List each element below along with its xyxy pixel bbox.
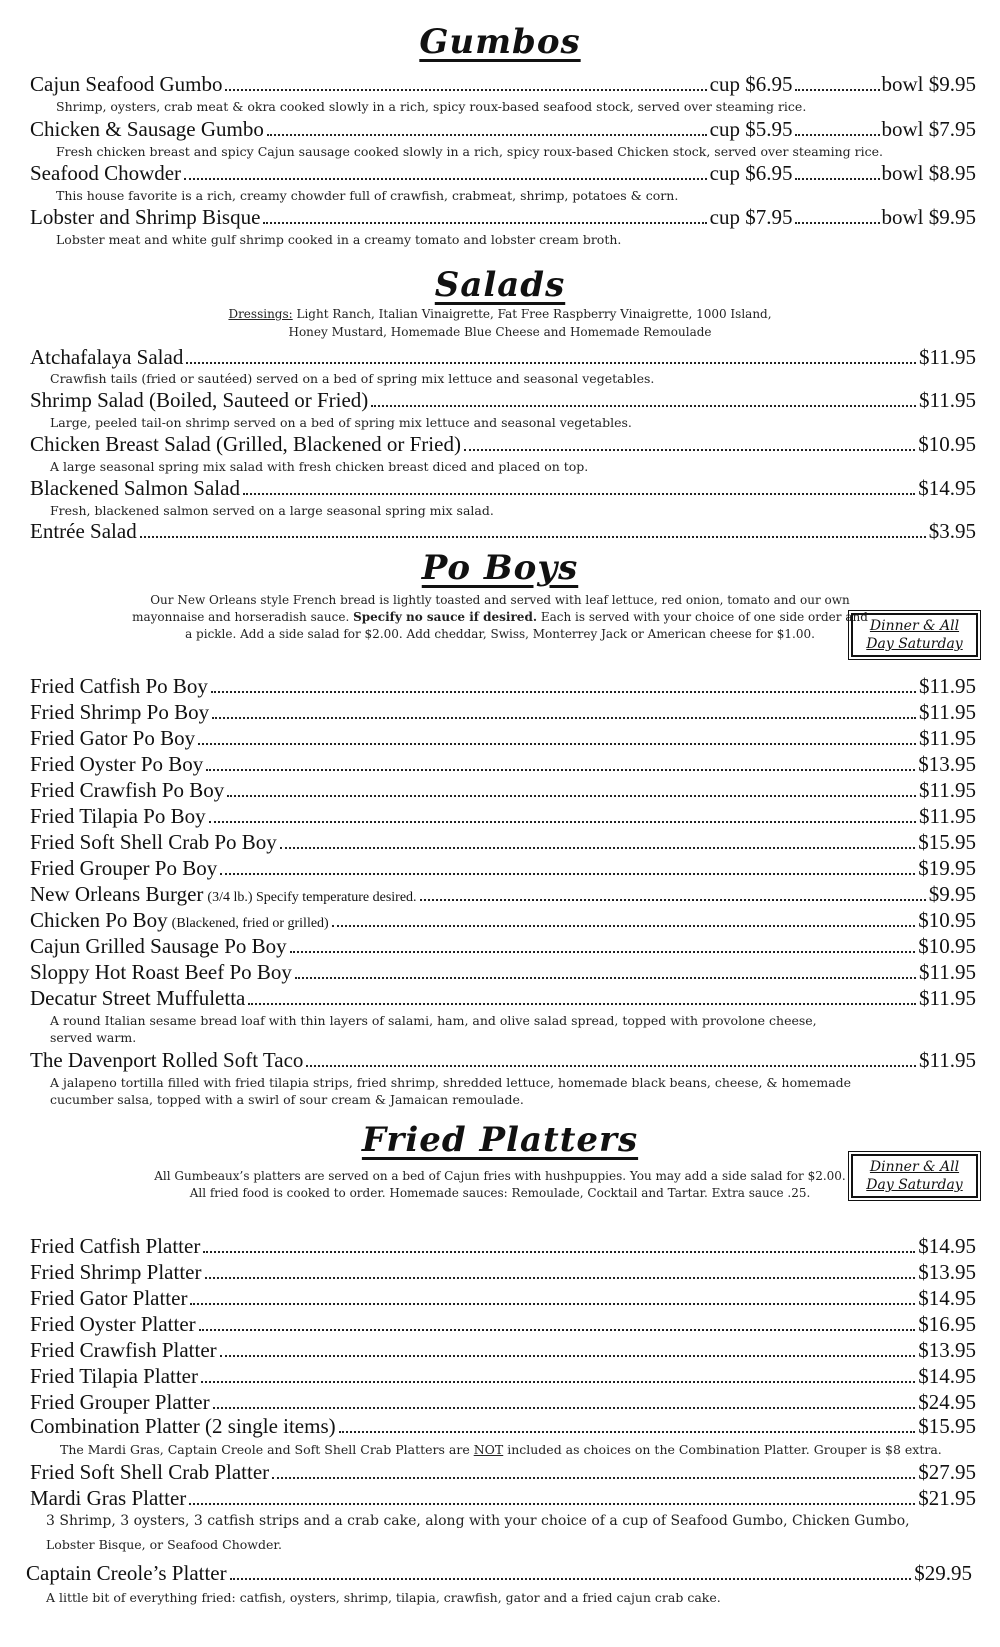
menu-item-combination-platter: [30, 1414, 976, 1438]
dot-leader: [795, 88, 880, 91]
item-description: Lobster meat and white gulf shrimp cooked in a creamy tomato and lobster cream broth.: [56, 232, 622, 247]
item-price: $29.95: [914, 1561, 972, 1585]
menu-item-fried-oyster-platter: [30, 1312, 976, 1336]
menu-item-chicken-breast-salad: [30, 432, 976, 456]
item-price: $21.95: [918, 1486, 976, 1510]
item-price: $11.95: [919, 700, 976, 724]
dot-leader: [795, 221, 880, 224]
item-price: $10.95: [918, 432, 976, 456]
dot-leader: [267, 133, 707, 136]
dot-leader: [203, 1250, 915, 1253]
dot-leader: [199, 1328, 916, 1331]
dot-leader: [263, 221, 706, 224]
item-description: served warm.: [50, 1030, 137, 1045]
item-description: Fresh, blackened salmon served on a large seasonal spring mix salad.: [50, 503, 494, 518]
dot-leader: [220, 1354, 916, 1357]
item-price: $13.95: [918, 1338, 976, 1362]
dot-leader: [227, 794, 916, 797]
item-price: $11.95: [919, 804, 976, 828]
gumbos-heading: Gumbos: [419, 22, 581, 62]
item-price: $14.95: [918, 1364, 976, 1388]
dressings-text: Light Ranch, Italian Vinaigrette, Fat Free Raspberry Vinaigrette, 1000 Island,: [292, 307, 772, 321]
menu-item-new-orleans-burger: [30, 882, 976, 910]
item-name: Atchafalaya Salad: [30, 345, 184, 369]
item-name: Fried Catfish Platter: [30, 1234, 201, 1258]
item-price: $10.95: [918, 908, 976, 932]
menu-item-fried-shrimp-po-boy: [30, 700, 976, 724]
item-description: A jalapeno tortilla filled with fried tilapia strips, fried shrimp, shredded lettuce, homemade black beans, cheese, & homemade: [50, 1075, 852, 1090]
dot-leader: [213, 1406, 916, 1409]
dot-leader: [795, 133, 880, 136]
item-name: Fried Catfish Po Boy: [30, 674, 208, 698]
platters-intro-1: All Gumbeaux’s platters are served on a bed of Cajun fries with hushpuppies. You may add a side salad for $2.00.: [154, 1169, 846, 1183]
bowl-price: bowl $7.95: [881, 117, 976, 141]
platters-intro-2: All fried food is cooked to order. Homemade sauces: Remoulade, Cocktail and Tartar. Extra sauce .25.: [189, 1186, 811, 1200]
item-price: $27.95: [918, 1460, 976, 1484]
item-price: $16.95: [918, 1312, 976, 1336]
item-name: New Orleans Burger: [30, 882, 204, 906]
item-name: Fried Tilapia Po Boy: [30, 804, 206, 828]
dot-leader: [186, 361, 916, 364]
dinner-badge: [851, 1154, 978, 1198]
dot-leader: [209, 820, 916, 823]
item-name: Fried Soft Shell Crab Platter: [30, 1460, 270, 1484]
dot-leader: [220, 872, 915, 875]
dinner-badge: [851, 613, 978, 657]
item-name: Fried Crawfish Po Boy: [30, 778, 225, 802]
item-name: Fried Crawfish Platter: [30, 1338, 217, 1362]
item-price: $10.95: [918, 934, 976, 958]
salads-heading: Salads: [434, 265, 566, 305]
dot-leader: [206, 768, 915, 771]
menu-item-fried-grouper-po-boy: [30, 856, 976, 880]
item-description: Shrimp, oysters, crab meat & okra cooked slowly in a rich, spicy roux-based seafood stock, served over steaming rice.: [56, 99, 807, 114]
intro-text: mayonnaise and horseradish sauce.: [132, 610, 354, 624]
menu-item-shrimp-salad: [30, 388, 976, 412]
menu-item-entree-salad: [30, 519, 976, 543]
menu-item-fried-tilapia-platter: [30, 1364, 976, 1388]
item-name: Fried Gator Platter: [30, 1286, 188, 1310]
bowl-price: bowl $9.95: [881, 72, 976, 96]
item-name: Chicken & Sausage Gumbo: [30, 117, 264, 141]
menu-item-fried-soft-shell-crab-platter: [30, 1460, 976, 1484]
item-description: A round Italian sesame bread loaf with thin layers of salami, ham, and olive salad spread, topped with provolone cheese,: [50, 1013, 817, 1028]
item-name: Combination Platter (2 single items): [30, 1414, 336, 1438]
item-price: $14.95: [918, 1286, 976, 1310]
item-name: Blackened Salmon Salad: [30, 476, 240, 500]
item-description: 3 Shrimp, 3 oysters, 3 catfish strips and a crab cake, along with your choice of a cup of Seafood Gumbo, Chicken Gumbo,: [46, 1513, 910, 1529]
item-price: $14.95: [918, 476, 976, 500]
menu-item-fried-crawfish-po-boy: [30, 778, 976, 802]
menu-item-cajun-grilled-sausage-po-boy: [30, 934, 976, 958]
fried-platters-heading: Fried Platters: [361, 1120, 639, 1160]
menu-item-fried-tilapia-po-boy: [30, 804, 976, 828]
dot-leader: [212, 716, 916, 719]
item-price: $11.95: [919, 960, 976, 984]
menu-item-atchafalaya-salad: [30, 345, 976, 369]
bowl-price: bowl $9.95: [881, 205, 976, 229]
item-price: $11.95: [919, 388, 976, 412]
menu-item-davenport-rolled-soft-taco: [30, 1048, 976, 1072]
item-price: $15.95: [918, 830, 976, 854]
combination-note: [60, 1441, 942, 1458]
cup-price: cup $7.95: [709, 205, 793, 229]
badge-line-1: Dinner & All: [869, 618, 960, 634]
menu-item-chicken-sausage-gumbo: [30, 117, 976, 141]
item-price: $11.95: [919, 778, 976, 802]
item-name: Decatur Street Muffuletta: [30, 986, 246, 1010]
item-name: Chicken Breast Salad (Grilled, Blackened or Fried): [30, 432, 461, 456]
menu-item-fried-soft-shell-crab-po-boy: [30, 830, 976, 854]
item-name: Seafood Chowder: [30, 161, 182, 185]
dot-leader: [189, 1502, 915, 1505]
dot-leader: [243, 492, 915, 495]
menu-item-lobster-shrimp-bisque: [30, 205, 976, 229]
dot-leader: [248, 1002, 916, 1005]
dot-leader: [205, 1276, 916, 1279]
poboys-intro-2: [0, 609, 1000, 626]
intro-bold-text: Specify no sauce if desired.: [353, 610, 538, 624]
dot-leader: [198, 742, 916, 745]
item-name: Fried Soft Shell Crab Po Boy: [30, 830, 277, 854]
dot-leader: [290, 950, 916, 953]
menu-item-fried-gator-po-boy: [30, 726, 976, 750]
item-price: $11.95: [919, 986, 976, 1010]
item-description: This house favorite is a rich, creamy chowder full of crawfish, crabmeat, shrimp, potatoes & corn.: [56, 188, 679, 203]
menu-item-fried-gator-platter: [30, 1286, 976, 1310]
cup-price: cup $6.95: [709, 161, 793, 185]
poboys-intro-1: Our New Orleans style French bread is lightly toasted and served with leaf lettuce, red onion, tomato and our own: [150, 593, 850, 607]
dot-leader: [272, 1476, 915, 1479]
menu-item-blackened-salmon-salad: [30, 476, 976, 500]
menu-item-fried-catfish-platter: [30, 1234, 976, 1258]
item-description: Crawfish tails (fried or sautéed) served on a bed of spring mix lettuce and seasonal vegetables.: [50, 371, 655, 386]
dot-leader: [371, 404, 916, 407]
cup-price: cup $5.95: [709, 117, 793, 141]
dot-leader: [201, 1380, 915, 1383]
menu-item-fried-grouper-platter: [30, 1390, 976, 1414]
item-price: $11.95: [919, 1048, 976, 1072]
menu-item-fried-oyster-po-boy: [30, 752, 976, 776]
poboys-heading: Po Boys: [421, 548, 579, 588]
item-description: Large, peeled tail-on shrimp served on a bed of spring mix lettuce and seasonal vegetables.: [50, 415, 632, 430]
item-price: $11.95: [919, 674, 976, 698]
item-description: Fresh chicken breast and spicy Cajun sausage cooked slowly in a rich, spicy roux-based Chicken stock, served over steaming rice.: [56, 144, 883, 159]
item-name: Entrée Salad: [30, 519, 137, 543]
item-name: Captain Creole’s Platter: [26, 1561, 227, 1585]
item-price: $9.95: [928, 882, 976, 906]
item-name: Shrimp Salad (Boiled, Sauteed or Fried): [30, 388, 369, 412]
item-price: $14.95: [918, 1234, 976, 1258]
item-price: $13.95: [918, 752, 976, 776]
dot-leader: [306, 1064, 916, 1067]
bowl-price: bowl $8.95: [881, 161, 976, 185]
dot-leader: [211, 690, 916, 693]
dressings-line-2: Honey Mustard, Homemade Blue Cheese and Homemade Remoulade: [288, 325, 712, 339]
intro-text: Each is served with your choice of one side order and: [537, 610, 868, 624]
item-name: The Davenport Rolled Soft Taco: [30, 1048, 304, 1072]
item-description: A little bit of everything fried: catfish, oysters, shrimp, tilapia, crawfish, gator and a fried cajun crab cake.: [46, 1590, 721, 1605]
poboys-intro-3: a pickle. Add a side salad for $2.00. Add cheddar, Swiss, Monterrey Jack or American cheese for $1.00.: [185, 627, 815, 641]
item-name: Fried Shrimp Platter: [30, 1260, 202, 1284]
item-name: Fried Grouper Po Boy: [30, 856, 218, 880]
item-price: $15.95: [918, 1414, 976, 1438]
badge-line-1: Dinner & All: [869, 1159, 960, 1175]
dot-leader: [140, 535, 926, 538]
item-description: Lobster Bisque, or Seafood Chowder.: [46, 1537, 282, 1552]
item-price: $3.95: [928, 519, 976, 543]
item-note: (3/4 lb.) Specify temperature desired.: [207, 890, 417, 905]
note-emphasis: NOT: [473, 1442, 504, 1457]
item-note: (Blackened, fried or grilled): [171, 916, 329, 931]
dot-leader: [339, 1430, 916, 1433]
item-name: Cajun Grilled Sausage Po Boy: [30, 934, 287, 958]
item-name: Fried Shrimp Po Boy: [30, 700, 210, 724]
dot-leader: [230, 1577, 912, 1580]
menu-item-mardi-gras-platter: [30, 1486, 976, 1510]
item-description: cucumber salsa, topped with a swirl of sour cream & Jamaican remoulade.: [50, 1092, 524, 1107]
dot-leader: [295, 976, 916, 979]
item-name: Fried Oyster Platter: [30, 1312, 196, 1336]
item-name: Fried Oyster Po Boy: [30, 752, 204, 776]
menu-item-sloppy-hot-roast-beef-po-boy: [30, 960, 976, 984]
item-name: Chicken Po Boy: [30, 908, 168, 932]
dot-leader: [280, 846, 915, 849]
item-price: $11.95: [919, 345, 976, 369]
dot-leader: [464, 448, 915, 451]
item-name: Sloppy Hot Roast Beef Po Boy: [30, 960, 292, 984]
dot-leader: [420, 898, 926, 901]
dot-leader: [190, 1302, 915, 1305]
menu-item-captain-creoles-platter: [26, 1561, 972, 1585]
menu-item-cajun-seafood-gumbo: [30, 72, 976, 96]
note-text: included as choices on the Combination Platter. Grouper is $8 extra.: [503, 1442, 942, 1457]
menu-item-seafood-chowder: [30, 161, 976, 185]
menu-item-chicken-po-boy: [30, 908, 976, 936]
item-name: Cajun Seafood Gumbo: [30, 72, 223, 96]
dot-leader: [225, 88, 706, 91]
dot-leader: [795, 177, 880, 180]
dot-leader: [184, 177, 707, 180]
cup-price: cup $6.95: [709, 72, 793, 96]
note-text: The Mardi Gras, Captain Creole and Soft Shell Crab Platters are: [60, 1442, 474, 1457]
dressings-line-1: [0, 306, 1000, 323]
item-price: $11.95: [919, 726, 976, 750]
menu-item-fried-shrimp-platter: [30, 1260, 976, 1284]
item-name: Lobster and Shrimp Bisque: [30, 205, 261, 229]
item-description: A large seasonal spring mix salad with fresh chicken breast diced and placed on top.: [50, 459, 589, 474]
item-name: Fried Tilapia Platter: [30, 1364, 198, 1388]
item-price: $19.95: [918, 856, 976, 880]
item-name: Fried Grouper Platter: [30, 1390, 210, 1414]
menu-item-decatur-street-muffuletta: [30, 986, 976, 1010]
item-name: Fried Gator Po Boy: [30, 726, 196, 750]
menu-item-fried-catfish-po-boy: [30, 674, 976, 698]
dressings-label: Dressings:: [228, 307, 293, 321]
item-price: $13.95: [918, 1260, 976, 1284]
item-price: $24.95: [918, 1390, 976, 1414]
dot-leader: [332, 924, 916, 927]
menu-item-fried-crawfish-platter: [30, 1338, 976, 1362]
item-name: Mardi Gras Platter: [30, 1486, 187, 1510]
badge-line-2: Day Saturday: [866, 1177, 963, 1193]
badge-line-2: Day Saturday: [866, 636, 963, 652]
